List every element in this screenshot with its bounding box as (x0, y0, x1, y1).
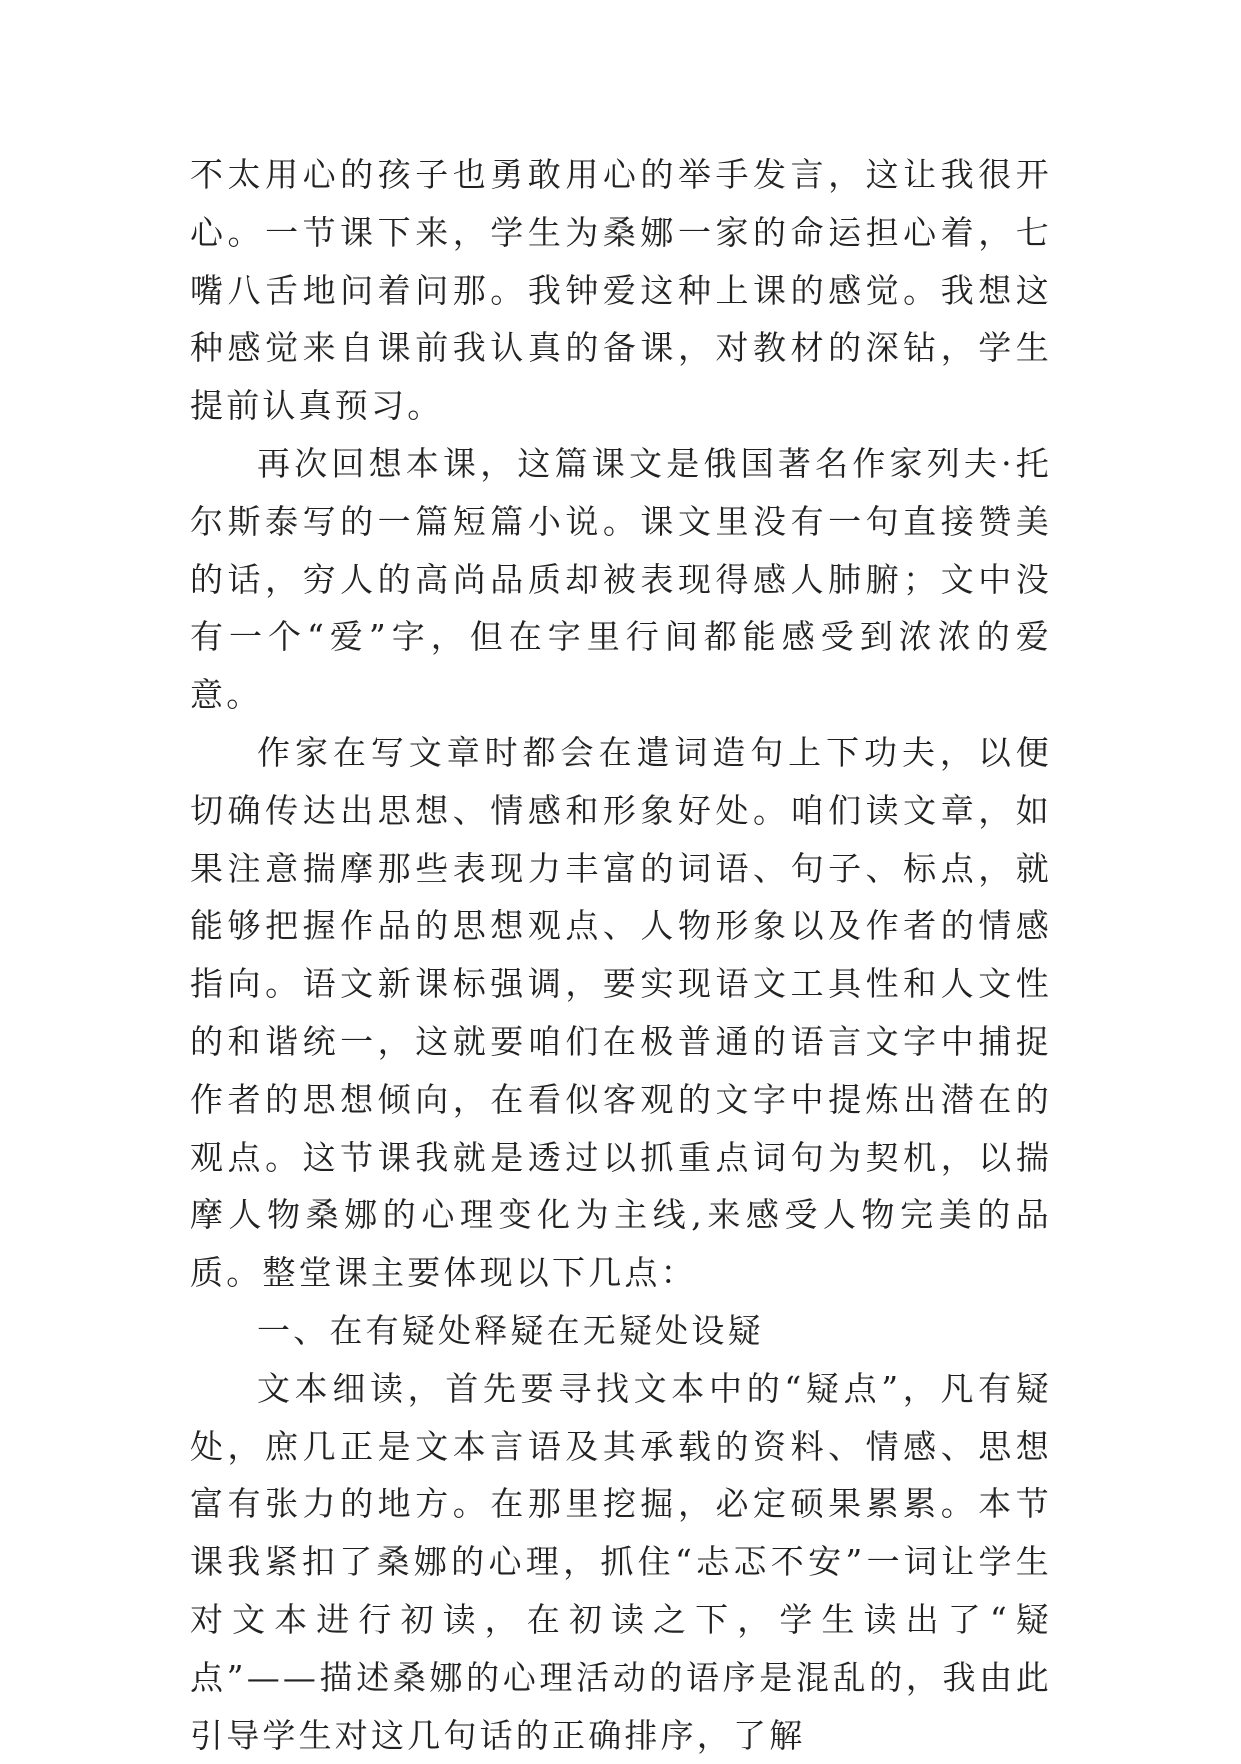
paragraph-lesson-review: 再次回想本课，这篇课文是俄国著名作家列夫·托尔斯泰写的一篇短篇小说。课文里没有一句直接赞美的话，穷人的高尚品质却被表现得感人肺腑；文中没有一个“爱”字，但在字里行间都能感受到浓浓的爱意。 (190, 443, 1052, 715)
document-body (190, 146, 1052, 1764)
paragraph-continuation: 不太用心的孩子也勇敢用心的举手发言，这让我很开心。一节课下来，学生为桑娜一家的命运担心着，七嘴八舌地问着问那。我钟爱这种上课的感觉。我想这种感觉来自课前我认真的备课，对教材的深钻，学生提前认真预习。 (190, 155, 1052, 426)
paragraph-close-reading: 文本细读，首先要寻找文本中的“疑点”，凡有疑处，庶几正是文本言语及其承载的资料、情感、思想富有张力的地方。在那里挖掘，必定硕果累累。本节课我紧扣了桑娜的心理，抓住“忐忑不安”一词让学生对文本进行初读，在初读之下，学生读出了“疑点”——描述桑娜的心理活动的语序是混乱的，我由此引导学生对这几句话的正确排序，了解 (190, 1368, 1052, 1755)
section-heading: 一、在有疑处释疑在无疑处设疑 (257, 1310, 764, 1350)
paragraph-writing-analysis: 作家在写文章时都会在遣词造句上下功夫，以便切确传达出思想、情感和形象好处。咱们读文章，如果注意揣摩那些表现力丰富的词语、句子、标点，就能够把握作品的思想观点、人物形象以及作者的情感指向。语文新课标强调，要实现语文工具性和人文性的和谐统一，这就要咱们在极普通的语言文字中捕捉作者的思想倾向，在看似客观的文字中提炼出潜在的观点。这节课我就是透过以抓重点词句为契机，以揣摩人物桑娜的心理变化为主线,来感受人物完美的品质。整堂课主要体现以下几点： (190, 732, 1052, 1293)
